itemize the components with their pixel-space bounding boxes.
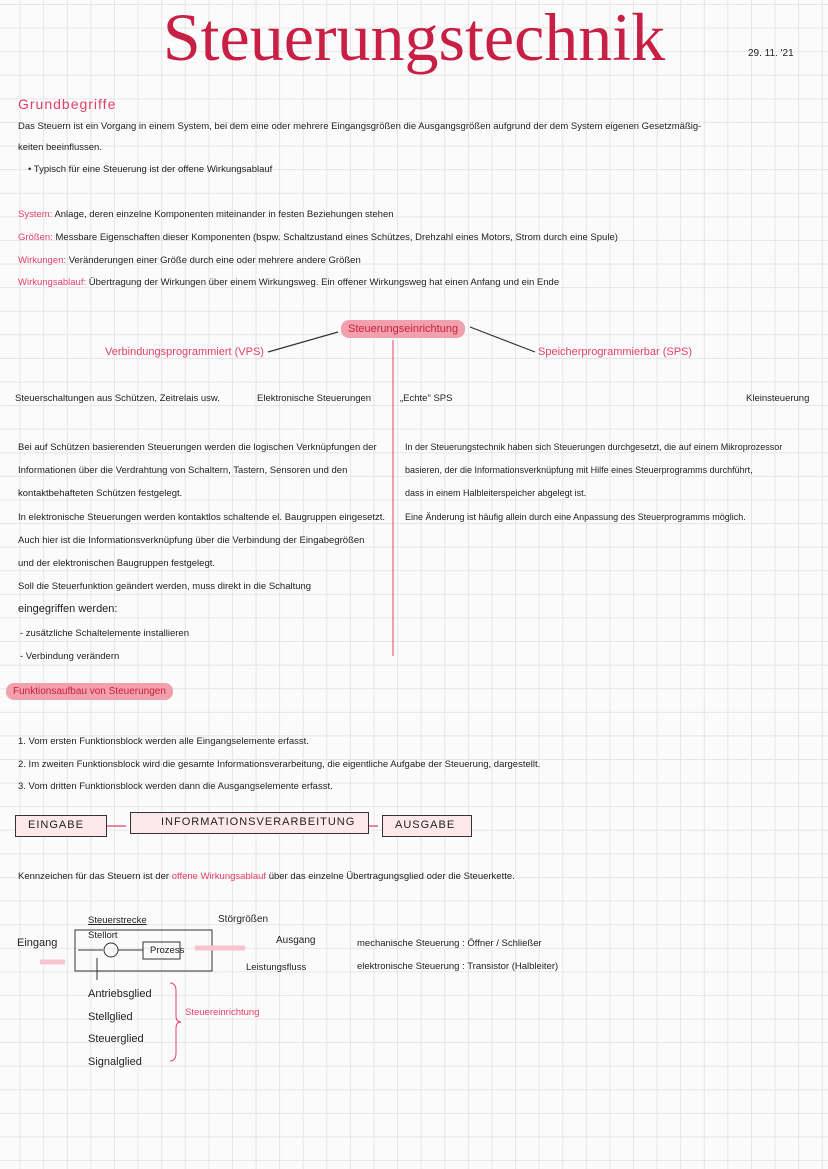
vps-description: Bei auf Schützen basierenden Steuerungen werden die logischen Verknüpfungen der Informationen über die Verdrahtung von Schaltern, Tastern, Sensoren und den kontaktbehafteten Schützen festgelegt. In elektronische Steuerungen werden kontaktlos schaltende el. Baugruppen eingesetzt. Auch hier ist die Informationsverknüpfung über die Verbindung der Eingabegrößen und der elektronischen Baugruppen festgelegt. Soll die Steuerfunktion geändert werden, muss direkt in die Schaltung eingegriffen werden: - zusätzliche Schaltelemente installieren - Verbindung verändern <box>18 442 386 662</box>
control-chain: Antriebsglied Stellglied Steuerglied Signalglied <box>88 988 152 1068</box>
mindmap-branch-sps: Speicherprogrammierbar (SPS) <box>538 346 693 358</box>
intro-text: Das Steuern ist ein Vorgang in einem System, bei dem eine oder mehrere Eingangsgrößen die Ausgangsgrößen aufgrund der dem System eigenen Gesetzmäßig- <box>18 121 702 132</box>
section-heading-grundbegriffe: Grundbegriffe <box>18 96 117 112</box>
definition: Wirkungsablauf: Übertragung der Wirkungen über einem Wirkungsweg. Ein offener Wirkungsweg hat einen Anfang und ein Ende <box>18 277 560 288</box>
label-ausgang: Ausgang <box>276 935 316 946</box>
block-informationsverarbeitung: INFORMATIONSVERARBEITUNG <box>130 812 369 834</box>
vps-item: Elektronische Steuerungen <box>257 393 372 404</box>
example: mechanische Steuerung : Öffner / Schließer <box>357 938 542 949</box>
block-ausgabe: AUSGABE <box>382 815 472 837</box>
sps-description: In der Steuerungstechnik haben sich Steuerungen durchgesetzt, die auf einem Mikroprozessor basieren, der die Informationsverknüpfung mit Hilfe eines Steuerprogramms durchführt, dass in einem Halbleiterspeicher abgelegt ist. Eine Änderung ist häufig allein durch eine Anpassung des Steuerprogramms möglich. <box>405 442 783 522</box>
date: 29. 11. '21 <box>748 48 794 59</box>
label-eingang: Eingang <box>17 937 58 949</box>
bullet-text: Typisch für eine Steuerung ist der offene Wirkungsablauf <box>33 164 273 175</box>
definition: Größen: Messbare Eigenschaften dieser Komponenten (bspw. Schaltzustand eines Schützes, Drehzahl eines Motors, Strom durch eine Spule) <box>18 232 618 243</box>
step: 3. Vom dritten Funktionsblock werden dann die Ausgangselemente erfasst. <box>18 781 333 792</box>
vps-item: Steuerschaltungen aus Schützen, Zeitrelais usw. <box>15 393 220 404</box>
sps-item: „Echte" SPS <box>400 393 453 404</box>
label-stellort: Stellort <box>88 930 118 941</box>
sps-item: Kleinsteuerung <box>746 393 810 404</box>
label-leistungsfluss: Leistungsfluss <box>246 962 307 973</box>
step: 2. Im zweiten Funktionsblock wird die gesamte Informationsverarbeitung, die eigentliche Aufgabe der Steuerung, dargestellt. <box>18 759 541 770</box>
example: elektronische Steuerung : Transistor (Halbleiter) <box>357 961 559 972</box>
step: 1. Vom ersten Funktionsblock werden alle Eingangselemente erfasst. <box>18 736 309 747</box>
mindmap-branch-vps: Verbindungsprogrammiert (VPS) <box>105 346 264 358</box>
intro-text: keiten beeinflussen. <box>18 142 102 153</box>
label-stoergroessen: Störgrößen <box>218 914 269 925</box>
block-eingabe: EINGABE <box>15 815 107 837</box>
mindmap-center: Steuerungseinrichtung <box>341 320 465 338</box>
definition: Wirkungen: Veränderungen einer Größe durch eine oder mehrere andere Größen <box>18 255 361 266</box>
kennzeichen-text: Kennzeichen für das Steuern ist der offene Wirkungsablauf über das einzelne Übertragungsglied oder die Steuerkette. <box>18 871 515 882</box>
label-steuereinrichtung: Steuereinrichtung <box>185 1007 260 1018</box>
definition: System: Anlage, deren einzelne Komponenten miteinander in festen Beziehungen stehen <box>18 209 394 220</box>
section-heading-funktionsaufbau: Funktionsaufbau von Steuerungen <box>6 683 173 700</box>
label-steuerstrecke: Steuerstrecke <box>88 915 147 926</box>
page-title: Steuerungstechnik <box>162 0 666 75</box>
label-prozess: Prozess <box>150 945 185 956</box>
